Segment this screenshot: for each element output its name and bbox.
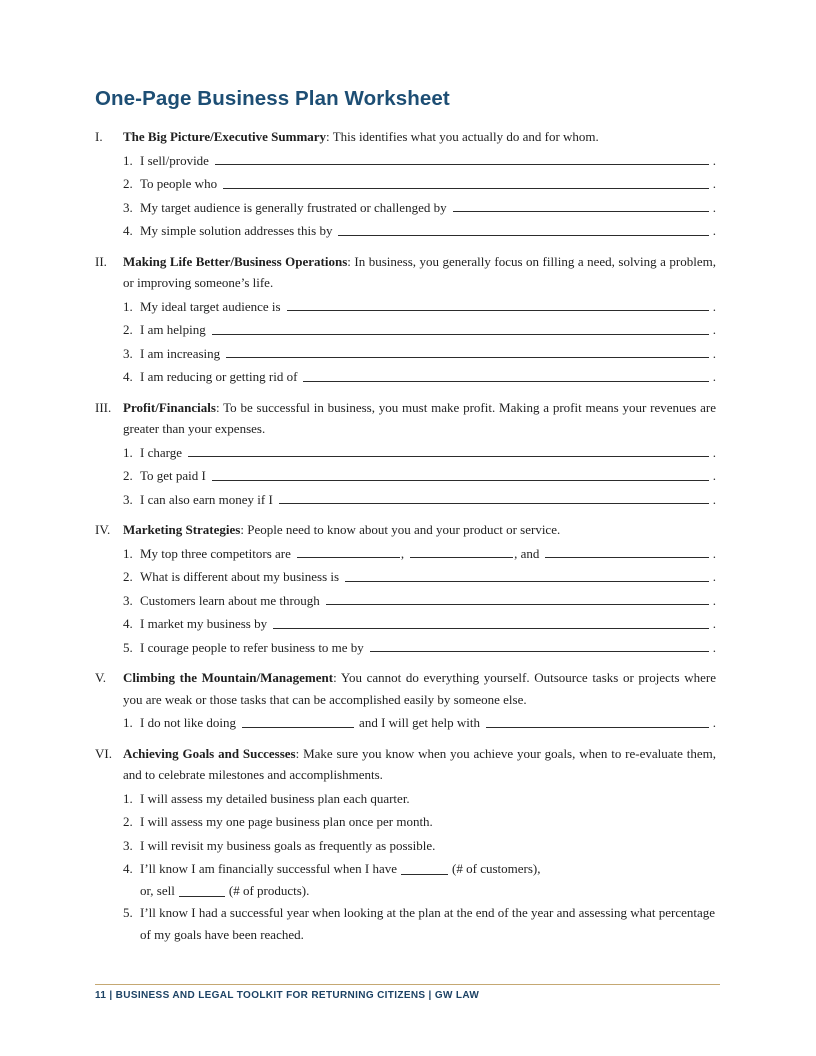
item-number: 1.: [123, 152, 133, 168]
blank-line: [486, 727, 709, 728]
section-numeral: I.: [95, 129, 103, 144]
worksheet-item: [123, 589, 716, 613]
item-number: 3.: [123, 199, 133, 215]
worksheet-item: [123, 441, 716, 465]
item-line: [140, 858, 716, 880]
item-period: .: [712, 444, 716, 460]
blank-line: [326, 604, 709, 605]
section-numeral: II.: [95, 253, 107, 269]
item-period: .: [712, 491, 716, 507]
item-number: 2.: [123, 569, 133, 584]
item-period: .: [712, 369, 716, 384]
item-label: I sell/provide: [140, 152, 209, 168]
item-number: 3.: [123, 345, 133, 361]
section-title: Making Life Better/Business Operations: [123, 253, 348, 269]
item-period: .: [712, 616, 716, 631]
item-label: I can also earn money if I: [140, 491, 273, 507]
item-label: My simple solution addresses this by: [140, 223, 333, 238]
item-period: .: [712, 322, 716, 337]
section-colon: :: [295, 745, 304, 761]
section-management: [95, 667, 716, 735]
section-numeral: III.: [95, 399, 112, 415]
section-heading: [123, 251, 716, 294]
section-colon: :: [215, 399, 224, 415]
section-description: Make sure you know when you achieve your goals, when to re-evaluate them, and to celebrate milestones and accomplishments.: [123, 745, 716, 782]
item-text: I will assess my detailed business plan each quarter.: [140, 790, 410, 806]
item-number: 4.: [123, 616, 133, 631]
worksheet-item: [123, 464, 716, 488]
item-period: .: [712, 592, 716, 608]
item-text: [140, 858, 716, 901]
blank-line: [212, 480, 709, 481]
worksheet-item: [123, 834, 716, 858]
section-marketing-strategies: [95, 519, 716, 659]
section-body: [123, 126, 716, 243]
item-text: I will revisit my business goals as frequently as possible.: [140, 837, 436, 853]
item-number: 4.: [123, 223, 133, 238]
blank-line: [287, 310, 709, 311]
section-body: [123, 397, 716, 512]
footer-text: 11 | BUSINESS AND LEGAL TOOLKIT FOR RETURNING CITIZENS | GW LAW: [95, 990, 480, 1001]
worksheet-item: [123, 857, 716, 901]
item-and: , and: [514, 545, 540, 561]
item-number: 1.: [123, 444, 133, 460]
worksheet-item: [123, 901, 716, 945]
worksheet-item: [123, 612, 716, 636]
worksheet-item: [123, 318, 716, 342]
section-colon: :: [326, 129, 333, 144]
section-colon: :: [240, 522, 248, 537]
blank-line: [338, 235, 708, 236]
item-line: [140, 880, 716, 902]
blank-line: [215, 164, 709, 165]
item-period: .: [712, 223, 716, 238]
section-numeral: VI.: [95, 745, 112, 761]
section-items: [123, 441, 716, 512]
item-number: 5.: [123, 639, 133, 655]
section-items: [123, 787, 716, 946]
worksheet-item: [123, 295, 716, 319]
item-number: 4.: [123, 861, 133, 876]
item-number: 2.: [123, 468, 133, 483]
page-title: One-Page Business Plan Worksheet: [95, 87, 450, 110]
item-label: I courage people to refer business to me by: [140, 639, 364, 655]
item-label: I am helping: [140, 322, 206, 337]
item-period: .: [712, 298, 716, 314]
worksheet-item: [123, 149, 716, 173]
item-label: I do not like doing: [140, 715, 237, 730]
section-items: [123, 149, 716, 243]
section-title: Marketing Strategies: [123, 522, 241, 537]
item-period: .: [712, 545, 716, 561]
worksheet-item: [123, 342, 716, 366]
blank-line: [223, 188, 709, 189]
blank-line: [226, 357, 709, 358]
section-items: [123, 295, 716, 389]
section-heading: [123, 397, 716, 440]
item-label: To people who: [140, 176, 218, 191]
section-body: [123, 251, 716, 389]
item-number: 3.: [123, 592, 133, 608]
item-period: .: [712, 199, 716, 215]
item-label: I am increasing: [140, 345, 221, 361]
item-label: My ideal target audience is: [140, 298, 281, 314]
worksheet-item: [123, 711, 716, 735]
blank-line: [410, 557, 513, 558]
item-number: 5.: [123, 905, 133, 920]
section-numeral: V.: [95, 670, 106, 685]
section-business-operations: [95, 251, 716, 389]
section-profit-financials: [95, 397, 716, 512]
section-heading: [123, 126, 716, 148]
item-period: .: [712, 345, 716, 361]
section-numeral: IV.: [95, 522, 111, 537]
worksheet-item: [123, 172, 716, 196]
section-description: People need to know about you and your product or service.: [247, 522, 561, 537]
section-items: [123, 542, 716, 660]
worksheet-item: [123, 196, 716, 220]
item-label: (# of products).: [228, 882, 310, 898]
section-body: [123, 519, 716, 659]
item-number: 1.: [123, 715, 133, 730]
item-number: 3.: [123, 837, 133, 853]
section-goals-successes: [95, 743, 716, 946]
section-title: Achieving Goals and Successes: [123, 745, 296, 761]
section-items: [123, 711, 716, 735]
item-number: 3.: [123, 491, 133, 507]
section-body: [123, 667, 716, 735]
item-label: (# of customers),: [452, 861, 541, 876]
item-label: I market my business by: [140, 616, 268, 631]
item-period: .: [712, 176, 716, 191]
blank-line: [297, 557, 400, 558]
section-description: This identifies what you actually do and for whom.: [332, 129, 599, 144]
item-number: 2.: [123, 176, 133, 191]
item-text: I will assess my one page business plan once per month.: [140, 814, 433, 829]
item-period: .: [712, 569, 716, 584]
worksheet-item: [123, 365, 716, 389]
item-period: .: [712, 715, 716, 730]
item-number: 4.: [123, 369, 133, 384]
section-executive-summary: [95, 126, 716, 243]
section-colon: :: [333, 670, 341, 685]
worksheet-item: [123, 787, 716, 811]
item-label: and I will get help with: [359, 715, 480, 730]
item-label: I charge: [140, 444, 182, 460]
item-label: I’ll know I am financially successful when I have: [140, 861, 398, 876]
section-heading: [123, 519, 716, 541]
item-period: .: [712, 468, 716, 483]
item-period: .: [712, 152, 716, 168]
section-title: Climbing the Mountain/Management: [123, 670, 334, 685]
worksheet-item: [123, 488, 716, 512]
section-description: In business, you generally focus on filling a need, solving a problem, or improving someone’s life.: [123, 253, 717, 290]
item-comma: ,: [400, 545, 405, 561]
item-text: I’ll know I had a successful year when looking at the plan at the end of the year and assessing what percentage of my goals have been reached.: [140, 905, 716, 942]
item-label: or, sell: [140, 882, 175, 898]
item-period: .: [712, 639, 716, 655]
section-title: The Big Picture/Executive Summary: [123, 129, 327, 144]
item-label: I am reducing or getting rid of: [140, 369, 298, 384]
blank-line: [303, 381, 708, 382]
item-label: My top three competitors are: [140, 545, 291, 561]
blank-line: [242, 727, 354, 728]
item-label: To get paid I: [140, 468, 206, 483]
blank-line: [453, 211, 709, 212]
item-number: 1.: [123, 298, 133, 314]
section-heading: [123, 743, 716, 786]
worksheet-item: [123, 219, 716, 243]
item-number: 2.: [123, 322, 133, 337]
blank-line: [279, 503, 709, 504]
worksheet-item: [123, 810, 716, 834]
page-footer: [95, 984, 720, 1001]
blank-line: [273, 628, 709, 629]
section-body: [123, 743, 716, 946]
worksheet-item: [123, 636, 716, 660]
blank-line: [545, 557, 708, 558]
section-description: You cannot do everything yourself. Outsource tasks or projects where you are weak or those tasks that can be accomplished easily by someone else.: [123, 670, 716, 707]
page-content: [95, 88, 716, 945]
blank-line: [345, 581, 709, 582]
worksheet-item: [123, 542, 716, 566]
section-colon: :: [347, 253, 355, 269]
item-label: Customers learn about me through: [140, 592, 320, 608]
blank-line: [179, 886, 225, 897]
blank-line: [370, 651, 709, 652]
item-number: 2.: [123, 814, 133, 829]
item-label: My target audience is generally frustrated or challenged by: [140, 199, 447, 215]
blank-line: [188, 456, 709, 457]
item-number: 1.: [123, 545, 133, 561]
blank-line: [212, 334, 709, 335]
section-description: To be successful in business, you must make profit. Making a profit means your revenues are greater than your expenses.: [123, 399, 716, 436]
item-number: 1.: [123, 790, 133, 806]
blank-line: [401, 864, 448, 875]
section-title: Profit/Financials: [123, 399, 216, 415]
section-heading: [123, 667, 716, 710]
item-label: What is different about my business is: [140, 569, 340, 584]
worksheet-item: [123, 565, 716, 589]
